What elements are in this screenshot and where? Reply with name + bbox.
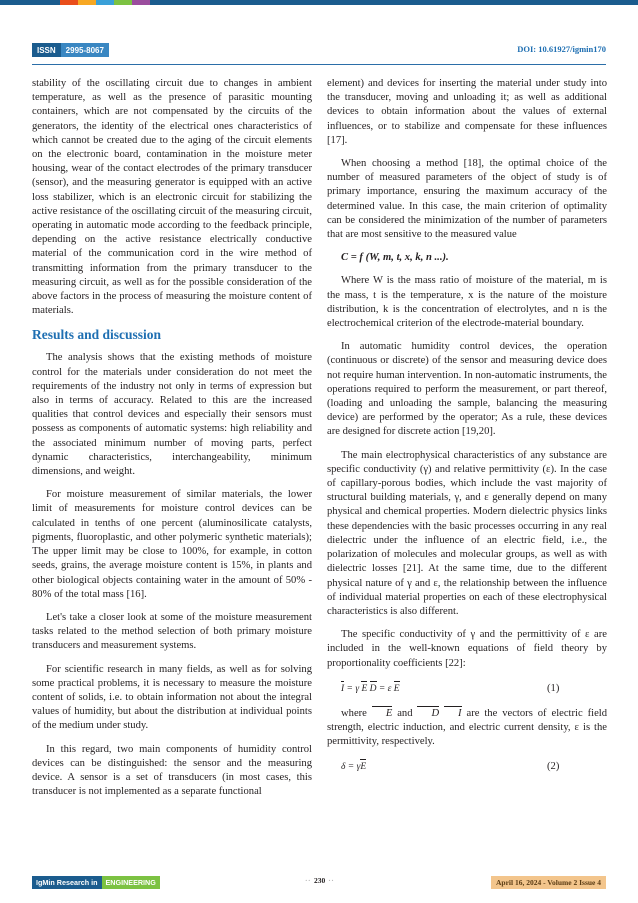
issue-date-badge: April 16, 2024 - Volume 2 Issue 4 (491, 876, 606, 889)
right-column (327, 77, 607, 785)
paragraph: In automatic humidity control devices, the operation (continuous or discrete) of the sensor and measuring device does not require human intervention. In non-automatic instruments, the operations required to perform the measurement, or part thereof, (loading and unloading the sample, balancing the measuring device) are performed by the operator; As a rule, these devices are designed for discrete action [19,20]. (327, 341, 607, 438)
strip-segment (132, 0, 150, 5)
paragraph: Where W is the mass ratio of moisture of the material, m is the mass, t is the temperature, x is the nature of the moisture distribution, k is the concentration of electrolytes, and n is the electrochemical criterion of the electrode-material boundary. (327, 275, 607, 330)
equation-number: (2) (547, 761, 560, 773)
strip-segment (60, 0, 78, 5)
page-footer (32, 876, 606, 890)
vector-symbol: D (370, 682, 377, 696)
paragraph: For moisture measurement of similar materials, the lower limit of measurements for moisture control devices can be calculated in tenths of one percent (aluminosilicate catalysts, pigments, fluoroplastic, and other polymeric synthetic materials); The upper limit may be close to 100%, for example, in cotton seeds, grains, the average moisture content is 15%, in plants and other biological objects containing water in the amount of 50% - 80% of the total mass [16]. (32, 489, 312, 600)
vector-symbol: E (394, 682, 400, 696)
paragraph: element) and devices for inserting the material under study into the transducer, moving and unloading it; as well as additional devices to obtain information about the values of external influences, or to stabilize and compensate for these influences [17]. (327, 78, 607, 146)
paragraph: When choosing a method [18], the optimal choice of the number of measured parameters of the object of study is of primary importance, ensuring the maximum accuracy of the determined value. In this case, the main criterion of optimality can be considered the minimization of the number of parameters that are most sensitive to the measured value (327, 158, 607, 241)
vector-symbol: E (360, 760, 366, 774)
paragraph: The main electrophysical characteristics of any substance are specific conductivity (γ) and relative permittivity (ε). In the case of capillary-porous bodies, which include the vast majority of structural building materials, γ, and ε generally depend on many physical and chemical properties. Modern dielectric physics links these dependencies with the basic processes occurring in any real dielectric under the influence of an electric field, i.e., the polarization of molecules and molecular groups, as well as with dielectric losses [21]. At the same time, due to the different physical nature of γ and ε, the relationship between the influence of individual material properties on each of these electrophysical characteristics is also different. (327, 449, 607, 617)
brand-section: ENGINEERING (102, 876, 160, 889)
vector-symbol: I (341, 682, 344, 696)
equation-1-body (341, 682, 547, 696)
equation-text: = ε (376, 683, 394, 694)
page-dots-left: ·· (305, 876, 312, 885)
text-run: where (341, 707, 372, 719)
page-dots-right: ·· (328, 876, 335, 885)
text-run: are the vectors of electric field strength, electric induction, and electric current density, ε is the permittivity, respectively. (327, 707, 608, 748)
vector-symbol: E (372, 707, 392, 721)
header-color-strip (0, 0, 638, 5)
strip-segment (78, 0, 96, 5)
text-run: and (392, 707, 418, 719)
strip-segment (150, 0, 638, 5)
page-number: 230 (314, 876, 326, 885)
doi-link[interactable]: DOI: 10.61927/igmin170 (517, 44, 606, 54)
paragraph: For scientific research in many fields, as well as for solving some practical problems, it is necessary to measure the moisture content of solids, i.e. to obtain information not about the integral values of humidity, but about the distribution at individual points of the medium under study. (32, 663, 312, 732)
paragraph: The specific conductivity of γ and the permittivity of ε are included in the well-known equations of field theory by proportionality coefficients [22]: (327, 629, 607, 669)
paragraph: The analysis shows that the existing methods of moisture control for the materials under consideration do not meet the requirements of the industry not only in terms of expression but also in terms of accuracy. Related to this are the increased qualities that control devices and especially their sensors must possess as components of automatic systems: high reliability and the associated minimum number of moving parts, perfect dynamic characteristics, interchangeability, minimum dimensions, and weight. (32, 352, 312, 478)
page-number-block (305, 876, 334, 885)
vector-symbol: I (444, 707, 462, 721)
strip-segment (0, 0, 60, 5)
vector-symbol: D (417, 707, 439, 721)
strip-segment (96, 0, 114, 5)
paragraph: In this regard, two main components of humidity control devices can be distinguished: the sensor and the measuring device. A sensor is a set of transducers (in most cases, this transducer is not implemented as a separate functional (32, 743, 312, 798)
issn-value: 2995-8067 (61, 43, 109, 57)
left-column (32, 77, 312, 808)
vector-symbol: E (361, 682, 367, 696)
brand-name: IgMin Research in (32, 876, 102, 889)
issn-label: ISSN (32, 43, 61, 57)
strip-segment (114, 0, 132, 5)
equation-text: δ = γ (341, 762, 361, 773)
section-heading: Results and discussion (32, 327, 162, 343)
paragraph: stability of the oscillating circuit due to changes in ambient temperature, as well as the presence of parasitic mounting containers, which are not compensated by the circuits of the generators, the identity of the electrical ones characteristics of which cannot be created due to the aging of the circuit elements on the electronic board, contamination in the moisture meter housing, wear of the contact electrodes of the primary transducer (sensor), and the measuring generator is equipped with an active loss stabilizer, which is an electronic circuit for stabilizing the active resistance of the oscillating circuit of the measuring circuit, operating in automatic mode according to the feedback principle, depending on the active resistance electrically conductive material of the communication cord in the wire method of transmitting information from the primary transducer to the measuring circuit, as well as for the possible consideration of the above factors in the process of measuring the moisture content of materials. (32, 78, 312, 317)
header-divider (32, 64, 606, 65)
equation-1 (327, 680, 607, 698)
formula: C = f (W, m, t, x, k, n ...). (341, 252, 449, 264)
equation-2 (327, 758, 607, 776)
journal-brand[interactable] (32, 876, 160, 889)
equation-number: (1) (547, 682, 560, 694)
issn-badge (32, 43, 109, 57)
paragraph (327, 707, 607, 750)
equation-text: = γ (344, 683, 362, 694)
paragraph: Let's take a closer look at some of the moisture measurement tasks related to the method selection of both primary moisture transducers and measurement systems. (32, 611, 312, 652)
equation-2-body (341, 760, 547, 774)
